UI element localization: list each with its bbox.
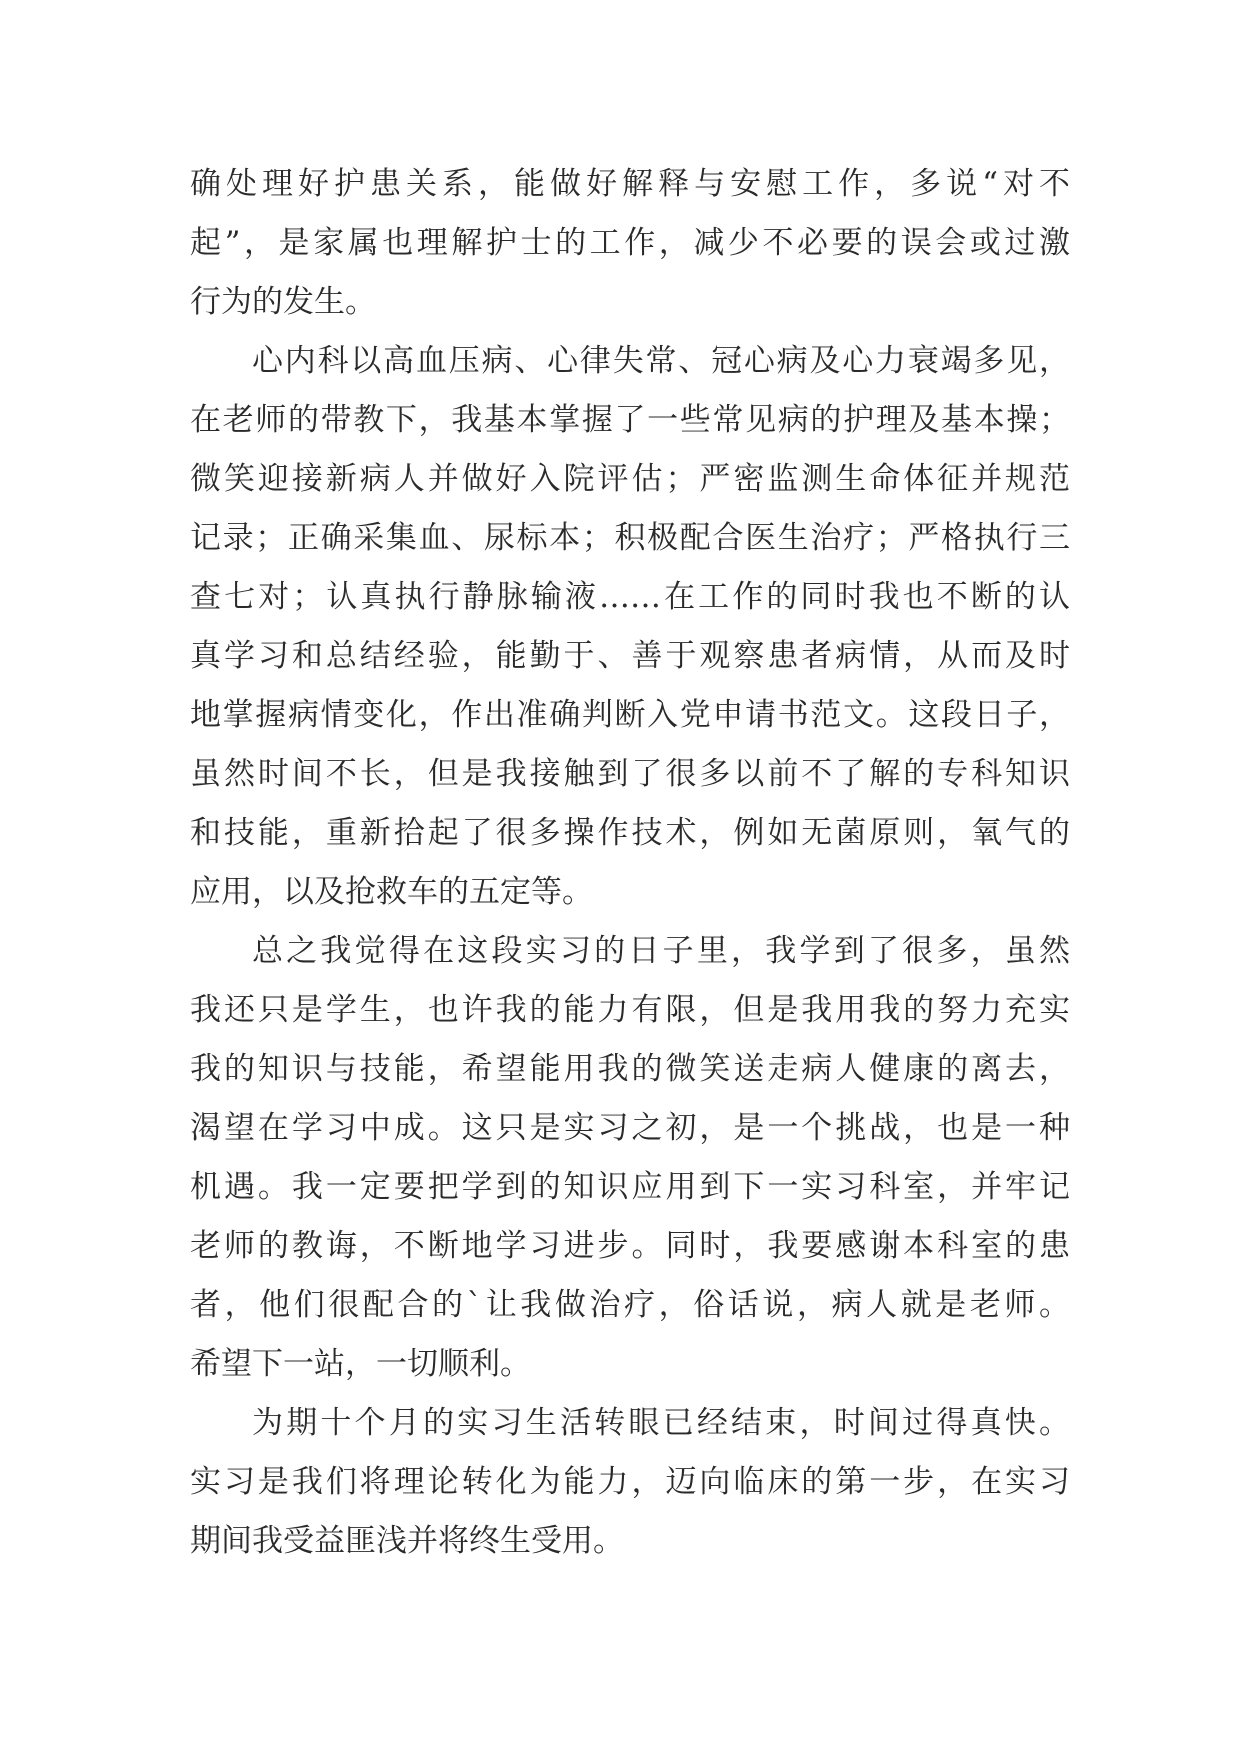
text-line: 老师的教诲，不断地学习进步。同时，我要感谢本科室的患	[190, 1228, 1070, 1264]
document-body	[190, 155, 1070, 1571]
text-line: 应用，以及抢救车的五定等。	[190, 874, 593, 910]
text-line: 起”，是家属也理解护士的工作，减少不必要的误会或过激	[190, 225, 1070, 261]
text-line: 在老师的带教下，我基本掌握了一些常见病的护理及基本操；	[190, 402, 1070, 438]
text-line: 实习是我们将理论转化为能力，迈向临床的第一步，在实习	[190, 1464, 1070, 1500]
text-line: 希望下一站，一切顺利。	[190, 1346, 531, 1382]
text-line: 总之我觉得在这段实习的日子里，我学到了很多，虽然	[252, 933, 1070, 969]
text-line: 心内科以高血压病、心律失常、冠心病及心力衰竭多见，	[252, 343, 1070, 379]
text-line: 行为的发生。	[190, 284, 376, 320]
text-line: 期间我受益匪浅并将终生受用。	[190, 1523, 624, 1559]
text-line: 确处理好护患关系，能做好解释与安慰工作，多说“对不	[190, 166, 1070, 202]
text-line: 和技能，重新拾起了很多操作技术，例如无菌原则，氧气的	[190, 815, 1070, 851]
text-line: 微笑迎接新病人并做好入院评估；严密监测生命体征并规范	[190, 461, 1070, 497]
text-line: 查七对；认真执行静脉输液……在工作的同时我也不断的认	[190, 579, 1070, 615]
text-line: 机遇。我一定要把学到的知识应用到下一实习科室，并牢记	[190, 1169, 1070, 1205]
text-line: 虽然时间不长，但是我接触到了很多以前不了解的专科知识	[190, 756, 1070, 792]
text-line: 地掌握病情变化，作出准确判断入党申请书范文。这段日子，	[190, 697, 1070, 733]
text-line: 我还只是学生，也许我的能力有限，但是我用我的努力充实	[190, 992, 1070, 1028]
text-line: 为期十个月的实习生活转眼已经结束，时间过得真快。	[252, 1405, 1070, 1441]
text-line: 我的知识与技能，希望能用我的微笑送走病人健康的离去，	[190, 1051, 1070, 1087]
text-line: 渴望在学习中成。这只是实习之初，是一个挑战，也是一种	[190, 1110, 1070, 1146]
text-line: 真学习和总结经验，能勤于、善于观察患者病情，从而及时	[190, 638, 1070, 674]
text-line: 者，他们很配合的`让我做治疗，俗话说，病人就是老师。	[190, 1287, 1070, 1323]
text-line: 记录；正确采集血、尿标本；积极配合医生治疗；严格执行三	[190, 520, 1070, 556]
